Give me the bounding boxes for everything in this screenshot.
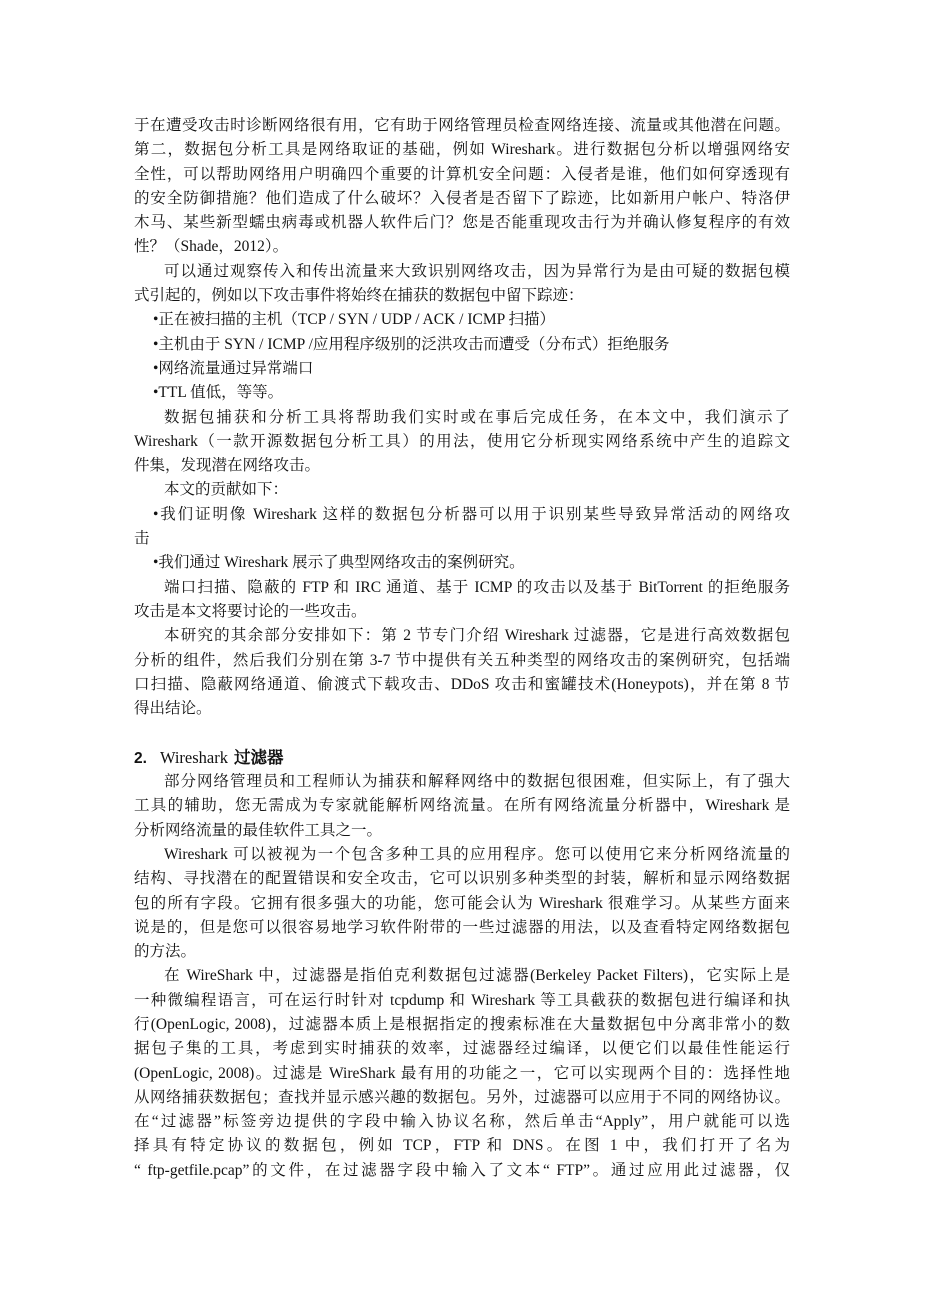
text-line: (OpenLogic, 2008)。过滤是 WireShark 最有用的功能之一，它可以实现两个目的：选择性地 xyxy=(134,1064,790,1082)
text-line: 包的所有字段。它拥有很多强大的功能，您可能会认为 Wireshark 很难学习。从某些方面来 xyxy=(134,894,790,912)
bullet-line: •网络流量通过异常端口 xyxy=(153,359,314,377)
text-line: 在“过滤器”标签旁边提供的字段中输入协议名称，然后单击“Apply”，用户就能可以选 xyxy=(134,1113,790,1131)
text-line: 数据包捕获和分析工具将帮助我们实时或在事后完成任务，在本文中，我们演示了 xyxy=(164,408,790,426)
text-line: 的安全防御措施？他们造成了什么破坏？入侵者是否留下了踪迹，比如新用户帐户、特洛伊 xyxy=(134,189,790,207)
text-line: 本研究的其余部分安排如下：第 2 节专门介绍 Wireshark 过滤器，它是进行高效数据包 xyxy=(164,627,790,645)
text-line: 攻击是本文将要讨论的一些攻击。 xyxy=(134,602,367,620)
text-line: Wireshark（一款开源数据包分析工具）的用法，使用它分析现实网络系统中产生的追踪文 xyxy=(134,432,790,450)
text-line: 分析网络流量的最佳软件工具之一。 xyxy=(134,821,383,839)
section-title-latin: Wireshark xyxy=(159,747,228,767)
text-line: 式引起的，例如以下攻击事件将始终在捕获的数据包中留下踪迹： xyxy=(134,287,584,305)
text-line: 行(OpenLogic, 2008)，过滤器本质上是根据指定的搜索标准在大量数据包中分离非常小的数 xyxy=(134,1015,790,1033)
text-line: 本文的贡献如下： xyxy=(164,481,289,499)
bullet-line: •正在被扫描的主机（TCP / SYN / UDP / ACK / ICMP 扫描） xyxy=(153,311,556,329)
text-line: 说是的，但是您可以很容易地学习软件附带的一些过滤器的用法，以及查看特定网络数据包 xyxy=(134,918,790,936)
text-line: 的方法。 xyxy=(134,943,197,961)
text-line: Wireshark 可以被视为一个包含多种工具的应用程序。您可以使用它来分析网络流量的 xyxy=(164,845,790,863)
text-line: 得出结论。 xyxy=(134,700,212,718)
section-title-cjk: 过滤器 xyxy=(234,747,284,767)
text-line: 击 xyxy=(134,530,150,548)
text-line: 于在遭受攻击时诊断网络很有用，它有助于网络管理员检查网络连接、流量或其他潜在问题。 xyxy=(134,117,790,134)
text-line: 工具的辅助，您无需成为专家就能解析网络流量。在所有网络流量分析器中，Wireshark 是 xyxy=(134,797,790,815)
text-line: 件集，发现潜在网络攻击。 xyxy=(134,457,321,475)
bullet-line: •我们证明像 Wireshark 这样的数据包分析器可以用于识别某些导致异常活动的网络攻 xyxy=(153,505,790,523)
text-line: 全性，可以帮助网络用户明确四个重要的计算机安全问题：入侵者是谁，他们如何穿透现有 xyxy=(134,165,790,183)
text-line: 分析的组件，然后我们分别在第 3-7 节中提供有关五种类型的网络攻击的案例研究，包括端 xyxy=(134,651,790,669)
text-line: 第二，数据包分析工具是网络取证的基础，例如 Wireshark。进行数据包分析以增强网络安 xyxy=(134,141,790,159)
section-heading xyxy=(134,746,790,770)
section-number: 2. xyxy=(134,749,147,767)
text-line: 端口扫描、隐蔽的 FTP 和 IRC 通道、基于 ICMP 的攻击以及基于 BitTorrent 的拒绝服务 xyxy=(164,578,790,596)
text-line: 据包子集的工具，考虑到实时捕获的效率，过滤器经过编译，以便它们以最佳性能运行 xyxy=(134,1040,790,1058)
text-line: 在 WireShark 中，过滤器是指伯克利数据包过滤器(Berkeley Packet Filters)，它实际上是 xyxy=(164,967,790,985)
bullet-line: •TTL 值低，等等。 xyxy=(153,384,284,402)
bullet-line: •主机由于 SYN / ICMP /应用程序级别的泛洪攻击而遭受（分布式）拒绝服务 xyxy=(153,335,670,353)
text-line: 木马、某些新型蠕虫病毒或机器人软件后门？您是否能重现攻击行为并确认修复程序的有效 xyxy=(134,214,790,232)
text-line: 一种微编程语言，可在运行时针对 tcpdump 和 Wireshark 等工具截获的数据包进行编译和执 xyxy=(134,991,790,1009)
text-line: “ ftp-getfile.pcap”的文件，在过滤器字段中输入了文本“ FTP”。通过应用此过滤器，仅 xyxy=(134,1161,790,1179)
text-line: 部分网络管理员和工程师认为捕获和解释网络中的数据包很困难，但实际上，有了强大 xyxy=(164,773,790,791)
text-line: 口扫描、隐蔽网络通道、偷渡式下载攻击、DDoS 攻击和蜜罐技术(Honeypots)，并在第 8 节 xyxy=(134,675,790,693)
bullet-line: •我们通过 Wireshark 展示了典型网络攻击的案例研究。 xyxy=(153,554,525,572)
text-line: 结构、寻找潜在的配置错误和安全攻击，它可以识别多种类型的封装，解析和显示网络数据 xyxy=(134,870,790,888)
text-line: 性？（Shade，2012）。 xyxy=(134,238,289,256)
text-line: 从网络捕获数据包；查找并显示感兴趣的数据包。另外，过滤器可以应用于不同的网络协议。 xyxy=(134,1088,790,1106)
document-body xyxy=(134,114,790,1183)
paragraph-spacer xyxy=(134,721,790,745)
text-line: 可以通过观察传入和传出流量来大致识别网络攻击，因为异常行为是由可疑的数据包模 xyxy=(164,262,790,280)
text-line: 择具有特定协议的数据包，例如 TCP，FTP 和 DNS。在图 1 中，我们打开了名为 xyxy=(134,1137,790,1155)
